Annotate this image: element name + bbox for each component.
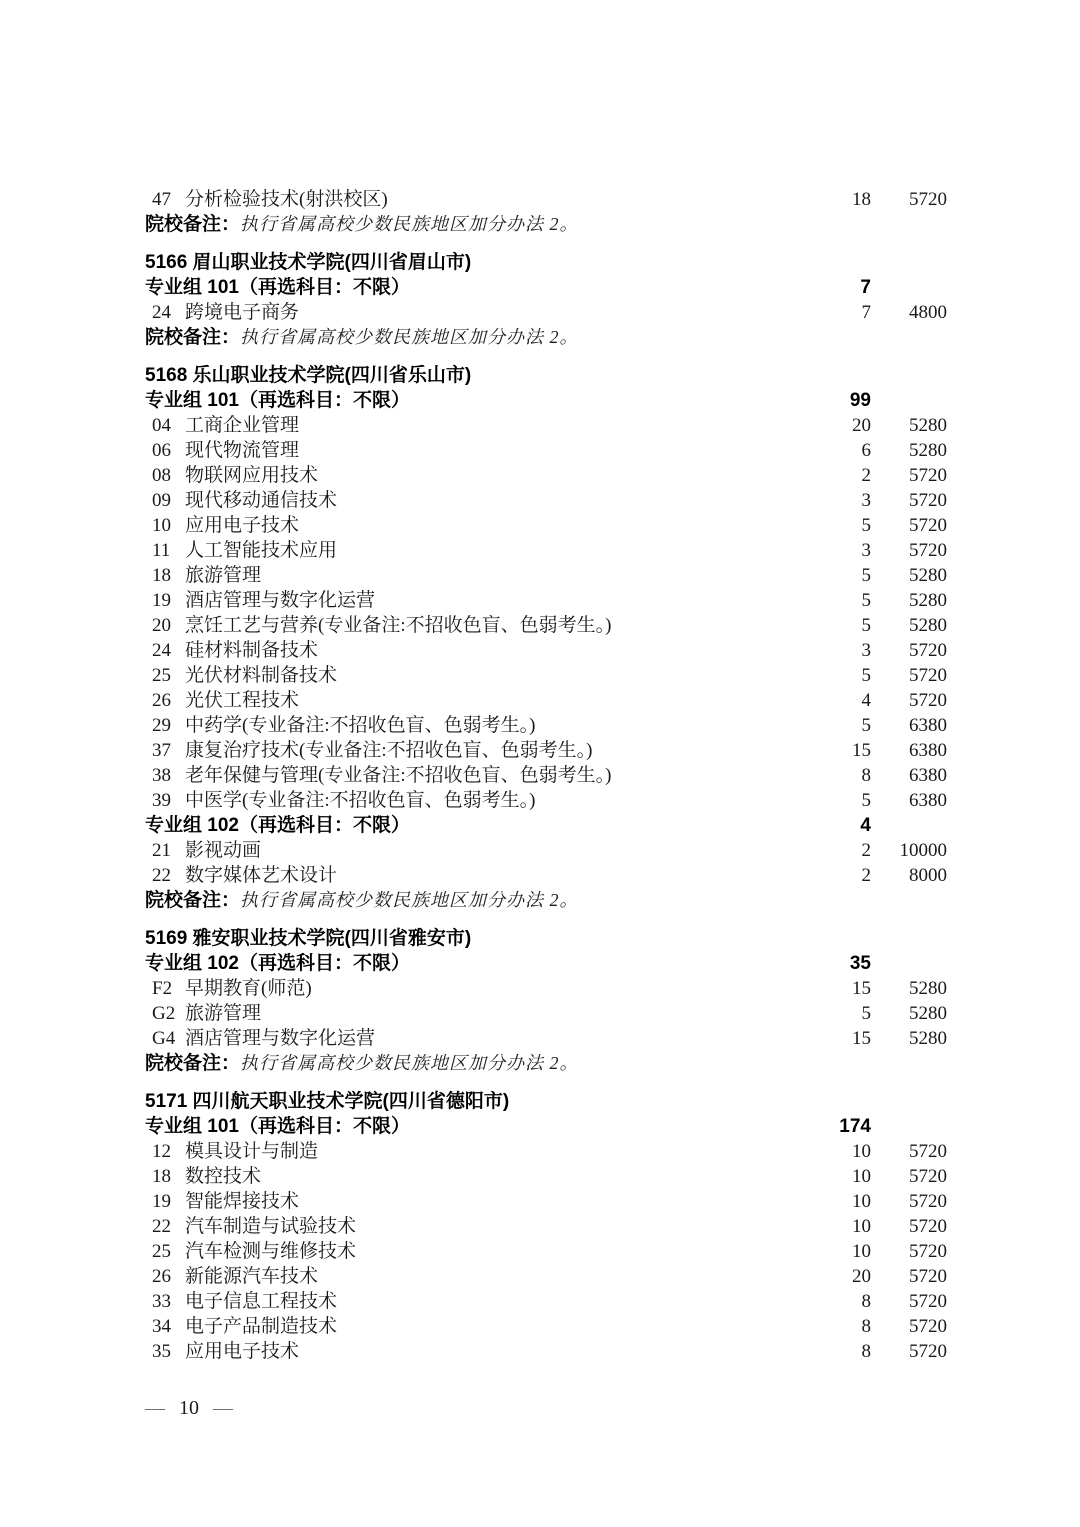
major-name: 电子产品制造技术 — [185, 1316, 338, 1337]
major-tuition-fee: 6380 — [909, 790, 947, 811]
major-row — [145, 863, 947, 888]
major-name: 应用电子技术 — [185, 1341, 300, 1362]
major-plan-count: 15 — [852, 1028, 871, 1049]
major-name: 老年保健与管理(专业备注:不招收色盲、色弱考生。) — [185, 765, 612, 786]
major-plan-count: 10 — [852, 1166, 871, 1187]
institution-remark — [145, 212, 947, 237]
major-row — [145, 1239, 947, 1264]
major-code: 20 — [152, 615, 171, 636]
major-code: 38 — [152, 765, 171, 786]
major-group-label: 专业组 102（再选科目：不限） — [145, 815, 410, 836]
major-tuition-fee: 5280 — [909, 1028, 947, 1049]
major-group-fee-spacer — [871, 1114, 947, 1139]
institution-remark — [145, 325, 947, 350]
major-plan-count: 5 — [861, 665, 871, 686]
page-number: 10 — [179, 1397, 199, 1419]
major-group-fee-spacer — [871, 275, 947, 300]
major-row — [145, 638, 947, 663]
major-row — [145, 563, 947, 588]
major-tuition-fee: 5720 — [909, 515, 947, 536]
major-name: 影视动画 — [185, 840, 262, 861]
major-group-total: 174 — [839, 1116, 871, 1137]
major-tuition-fee: 5280 — [909, 565, 947, 586]
major-row — [145, 513, 947, 538]
institution-remark — [145, 1051, 947, 1076]
major-row — [145, 663, 947, 688]
major-row — [145, 1314, 947, 1339]
major-plan-count: 2 — [861, 865, 871, 886]
major-row — [145, 1164, 947, 1189]
major-plan-count: 20 — [852, 415, 871, 436]
major-tuition-fee: 5280 — [909, 978, 947, 999]
major-name: 中药学(专业备注:不招收色盲、色弱考生。) — [185, 715, 536, 736]
major-row — [145, 688, 947, 713]
major-plan-count: 10 — [852, 1191, 871, 1212]
institution-remark-label: 院校备注： — [145, 890, 241, 911]
major-tuition-fee: 8000 — [909, 865, 947, 886]
major-tuition-fee: 5280 — [909, 590, 947, 611]
major-tuition-fee: 5720 — [909, 189, 947, 210]
major-code: 37 — [152, 740, 171, 761]
major-name: 模具设计与制造 — [185, 1141, 319, 1162]
major-name: 旅游管理 — [185, 1003, 262, 1024]
institution-remark-text: 执行省属高校少数民族地区加分办法 2。 — [240, 327, 579, 347]
major-tuition-fee: 5720 — [909, 665, 947, 686]
major-tuition-fee: 5720 — [909, 490, 947, 511]
major-code: 26 — [152, 690, 171, 711]
major-group-header — [145, 388, 947, 413]
major-row — [145, 300, 947, 325]
major-code: 19 — [152, 590, 171, 611]
major-tuition-fee: 5280 — [909, 1003, 947, 1024]
major-code: 35 — [152, 1341, 171, 1362]
major-group-header — [145, 1114, 947, 1139]
major-name: 早期教育(师范) — [185, 978, 312, 999]
major-plan-count: 10 — [852, 1216, 871, 1237]
major-tuition-fee: 5720 — [909, 1316, 947, 1337]
major-plan-count: 3 — [861, 640, 871, 661]
major-plan-count: 20 — [852, 1266, 871, 1287]
major-plan-count: 18 — [852, 189, 871, 210]
major-plan-count: 4 — [861, 690, 871, 711]
major-row — [145, 738, 947, 763]
major-code: 47 — [152, 189, 171, 210]
major-name: 汽车检测与维修技术 — [185, 1241, 357, 1262]
major-name: 物联网应用技术 — [185, 465, 319, 486]
major-plan-count: 5 — [861, 590, 871, 611]
major-plan-count: 6 — [861, 440, 871, 461]
major-name: 旅游管理 — [185, 565, 262, 586]
institution-remark — [145, 888, 947, 913]
institution-header: 5168 乐山职业技术学院(四川省乐山市) — [145, 365, 472, 386]
institution-header: 5169 雅安职业技术学院(四川省雅安市) — [145, 928, 472, 949]
major-row — [145, 1339, 947, 1364]
major-row — [145, 1214, 947, 1239]
major-plan-count: 15 — [852, 978, 871, 999]
major-group-label: 专业组 101（再选科目：不限） — [145, 1116, 410, 1137]
major-row — [145, 613, 947, 638]
major-tuition-fee: 6380 — [909, 765, 947, 786]
footer-dash-right: — — [213, 1397, 233, 1419]
institution-remark-text: 执行省属高校少数民族地区加分办法 2。 — [240, 890, 579, 910]
major-plan-count: 7 — [861, 302, 871, 323]
major-plan-count: 5 — [861, 615, 871, 636]
major-name: 跨境电子商务 — [185, 302, 300, 323]
major-tuition-fee: 5720 — [909, 1141, 947, 1162]
major-tuition-fee: 5720 — [909, 540, 947, 561]
major-plan-count: 5 — [861, 715, 871, 736]
major-code: 11 — [152, 540, 171, 561]
major-code: 04 — [152, 415, 171, 436]
major-tuition-fee: 5720 — [909, 1266, 947, 1287]
major-group-label: 专业组 101（再选科目：不限） — [145, 277, 410, 298]
major-name: 电子信息工程技术 — [185, 1291, 338, 1312]
major-plan-count: 10 — [852, 1141, 871, 1162]
major-plan-count: 8 — [861, 1341, 871, 1362]
major-group-fee-spacer — [871, 951, 947, 976]
major-group-total: 35 — [849, 953, 871, 974]
institution-remark-text: 执行省属高校少数民族地区加分办法 2。 — [240, 214, 579, 234]
major-tuition-fee: 5720 — [909, 1166, 947, 1187]
major-plan-count: 3 — [861, 490, 871, 511]
major-code: 22 — [152, 865, 171, 886]
major-code: 19 — [152, 1191, 171, 1212]
major-name: 分析检验技术(射洪校区) — [185, 189, 388, 210]
major-plan-count: 2 — [861, 840, 871, 861]
major-code: 25 — [152, 665, 171, 686]
major-name: 新能源汽车技术 — [185, 1266, 319, 1287]
major-name: 光伏材料制备技术 — [185, 665, 338, 686]
major-row — [145, 413, 947, 438]
major-name: 应用电子技术 — [185, 515, 300, 536]
major-name: 数控技术 — [185, 1166, 262, 1187]
major-code: 21 — [152, 840, 171, 861]
institution-header: 5166 眉山职业技术学院(四川省眉山市) — [145, 252, 472, 273]
major-code: F2 — [152, 978, 173, 999]
major-code: 12 — [152, 1141, 171, 1162]
major-tuition-fee: 5280 — [909, 440, 947, 461]
major-group-total: 4 — [860, 815, 871, 836]
institution-remark-label: 院校备注： — [145, 214, 241, 235]
major-name: 酒店管理与数字化运营 — [185, 590, 376, 611]
major-row — [145, 438, 947, 463]
major-tuition-fee: 5720 — [909, 1341, 947, 1362]
major-tuition-fee: 5280 — [909, 615, 947, 636]
major-row — [145, 588, 947, 613]
major-row — [145, 1264, 947, 1289]
major-plan-count: 5 — [861, 515, 871, 536]
major-row — [145, 1189, 947, 1214]
major-code: 08 — [152, 465, 171, 486]
major-name: 康复治疗技术(专业备注:不招收色盲、色弱考生。) — [185, 740, 593, 761]
major-group-label: 专业组 101（再选科目：不限） — [145, 390, 410, 411]
major-tuition-fee: 5720 — [909, 465, 947, 486]
major-plan-count: 8 — [861, 765, 871, 786]
major-tuition-fee: 5720 — [909, 640, 947, 661]
major-row — [145, 713, 947, 738]
major-code: 29 — [152, 715, 171, 736]
major-row — [145, 1001, 947, 1026]
major-name: 中医学(专业备注:不招收色盲、色弱考生。) — [185, 790, 536, 811]
major-name: 烹饪工艺与营养(专业备注:不招收色盲、色弱考生。) — [185, 615, 612, 636]
major-row — [145, 1026, 947, 1051]
institution-block — [145, 926, 947, 1076]
major-name: 现代物流管理 — [185, 440, 300, 461]
major-code: 06 — [152, 440, 171, 461]
major-group-header — [145, 275, 947, 300]
major-code: 09 — [152, 490, 171, 511]
major-group-fee-spacer — [871, 388, 947, 413]
major-row — [145, 763, 947, 788]
major-group-header — [145, 951, 947, 976]
major-tuition-fee: 5720 — [909, 1241, 947, 1262]
major-name: 数字媒体艺术设计 — [185, 865, 338, 886]
major-name: 工商企业管理 — [185, 415, 300, 436]
institution-block — [145, 187, 947, 237]
major-name: 智能焊接技术 — [185, 1191, 300, 1212]
major-name: 人工智能技术应用 — [185, 540, 338, 561]
major-row — [145, 1139, 947, 1164]
major-row — [145, 538, 947, 563]
major-row — [145, 1289, 947, 1314]
institution-block — [145, 363, 947, 913]
major-code: 22 — [152, 1216, 171, 1237]
major-group-fee-spacer — [871, 813, 947, 838]
major-name: 硅材料制备技术 — [185, 640, 319, 661]
major-name: 酒店管理与数字化运营 — [185, 1028, 376, 1049]
major-code: 34 — [152, 1316, 171, 1337]
footer-dash-left: — — [145, 1397, 165, 1419]
major-group-label: 专业组 102（再选科目：不限） — [145, 953, 410, 974]
institution-remark-label: 院校备注： — [145, 1053, 241, 1074]
page-footer — [145, 1397, 233, 1420]
major-code: 39 — [152, 790, 171, 811]
major-code: 24 — [152, 640, 171, 661]
institution-remark-label: 院校备注： — [145, 327, 241, 348]
major-code: 24 — [152, 302, 171, 323]
major-code: G4 — [152, 1028, 176, 1049]
major-code: 10 — [152, 515, 171, 536]
major-tuition-fee: 5720 — [909, 1191, 947, 1212]
institution-block — [145, 250, 947, 350]
major-code: 33 — [152, 1291, 171, 1312]
major-code: 18 — [152, 565, 171, 586]
document-body — [145, 187, 947, 1364]
major-plan-count: 8 — [861, 1316, 871, 1337]
major-row — [145, 488, 947, 513]
major-plan-count: 15 — [852, 740, 871, 761]
major-plan-count: 2 — [861, 465, 871, 486]
major-tuition-fee: 5720 — [909, 1216, 947, 1237]
major-tuition-fee: 6380 — [909, 715, 947, 736]
major-tuition-fee: 5720 — [909, 1291, 947, 1312]
major-tuition-fee: 5720 — [909, 690, 947, 711]
major-row — [145, 788, 947, 813]
major-tuition-fee: 10000 — [899, 840, 947, 861]
major-row — [145, 976, 947, 1001]
major-plan-count: 5 — [861, 790, 871, 811]
major-name: 汽车制造与试验技术 — [185, 1216, 357, 1237]
institution-remark-text: 执行省属高校少数民族地区加分办法 2。 — [240, 1053, 579, 1073]
major-group-total: 99 — [849, 390, 871, 411]
major-plan-count: 3 — [861, 540, 871, 561]
major-code: 26 — [152, 1266, 171, 1287]
major-name: 光伏工程技术 — [185, 690, 300, 711]
major-code: 25 — [152, 1241, 171, 1262]
institution-header: 5171 四川航天职业技术学院(四川省德阳市) — [145, 1091, 510, 1112]
major-plan-count: 5 — [861, 565, 871, 586]
major-plan-count: 10 — [852, 1241, 871, 1262]
major-tuition-fee: 5280 — [909, 415, 947, 436]
institution-block — [145, 1089, 947, 1364]
major-row — [145, 838, 947, 863]
major-plan-count: 5 — [861, 1003, 871, 1024]
major-tuition-fee: 4800 — [909, 302, 947, 323]
major-row — [145, 463, 947, 488]
major-code: 18 — [152, 1166, 171, 1187]
major-name: 现代移动通信技术 — [185, 490, 338, 511]
major-group-total: 7 — [860, 277, 871, 298]
major-group-header — [145, 813, 947, 838]
major-tuition-fee: 6380 — [909, 740, 947, 761]
major-plan-count: 8 — [861, 1291, 871, 1312]
major-row — [145, 187, 947, 212]
major-code: G2 — [152, 1003, 176, 1024]
